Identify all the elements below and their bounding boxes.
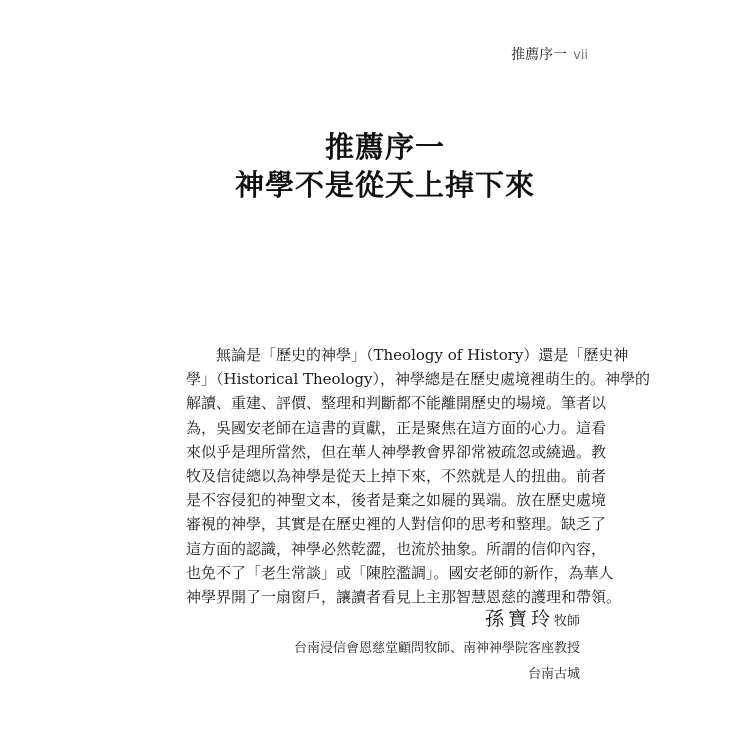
chapter-title bbox=[0, 128, 750, 204]
running-title: 推薦序一 bbox=[511, 47, 568, 63]
body-line: 也免不了「老生常談」或「陳腔濫調」。國安老師的新作，為華人 bbox=[186, 563, 614, 582]
body-line: 為，吳國安老師在這書的貢獻，正是聚焦在這方面的心力。這看 bbox=[186, 418, 607, 437]
body-line: 無論是「歷史的神學」（Theology of History）還是「歷史神 bbox=[216, 346, 629, 364]
signature-affiliation: 台南浸信會恩慈堂顧問牧師、南神神學院客座教授 bbox=[293, 641, 580, 656]
body-line: 審視的神學，其實是在歷史裡的人對信仰的思考和整理。缺乏了 bbox=[186, 515, 607, 534]
body-line: 這方面的認識，神學必然乾澀，也流於抽象。所謂的信仰內容， bbox=[186, 539, 607, 558]
body-line: 牧及信徒總以為神學是從天上掉下來，不然就是人的扭曲。前者 bbox=[186, 467, 607, 486]
running-header bbox=[511, 44, 588, 64]
signature-name: 孫寶玲 bbox=[484, 608, 554, 630]
body-line: 來似乎是理所當然，但在華人神學教會界卻常被疏忽或繞過。教 bbox=[186, 442, 607, 461]
signature-title: 牧師 bbox=[553, 614, 580, 629]
signature-location: 台南古城 bbox=[527, 667, 580, 682]
body-paragraph bbox=[186, 343, 650, 609]
body-line: 是不容侵犯的神聖文本，後者是棄之如屣的異端。放在歷史處境 bbox=[186, 491, 607, 510]
chapter-title-line-1: 推薦序一 bbox=[324, 130, 445, 164]
body-line: 解讀、重建、評價、整理和判斷都不能離開歷史的場境。筆者以 bbox=[186, 394, 607, 413]
signature bbox=[485, 604, 580, 631]
page-number: vii bbox=[573, 48, 588, 63]
body-line: 神學界開了一扇窗戶，讓讀者看見上主那智慧恩慈的護理和帶領。 bbox=[186, 588, 622, 607]
body-line: 學」（Historical Theology），神學總是在歷史處境裡萌生的。神學的 bbox=[186, 370, 650, 389]
chapter-title-line-2: 神學不是從天上掉下來 bbox=[234, 168, 535, 202]
